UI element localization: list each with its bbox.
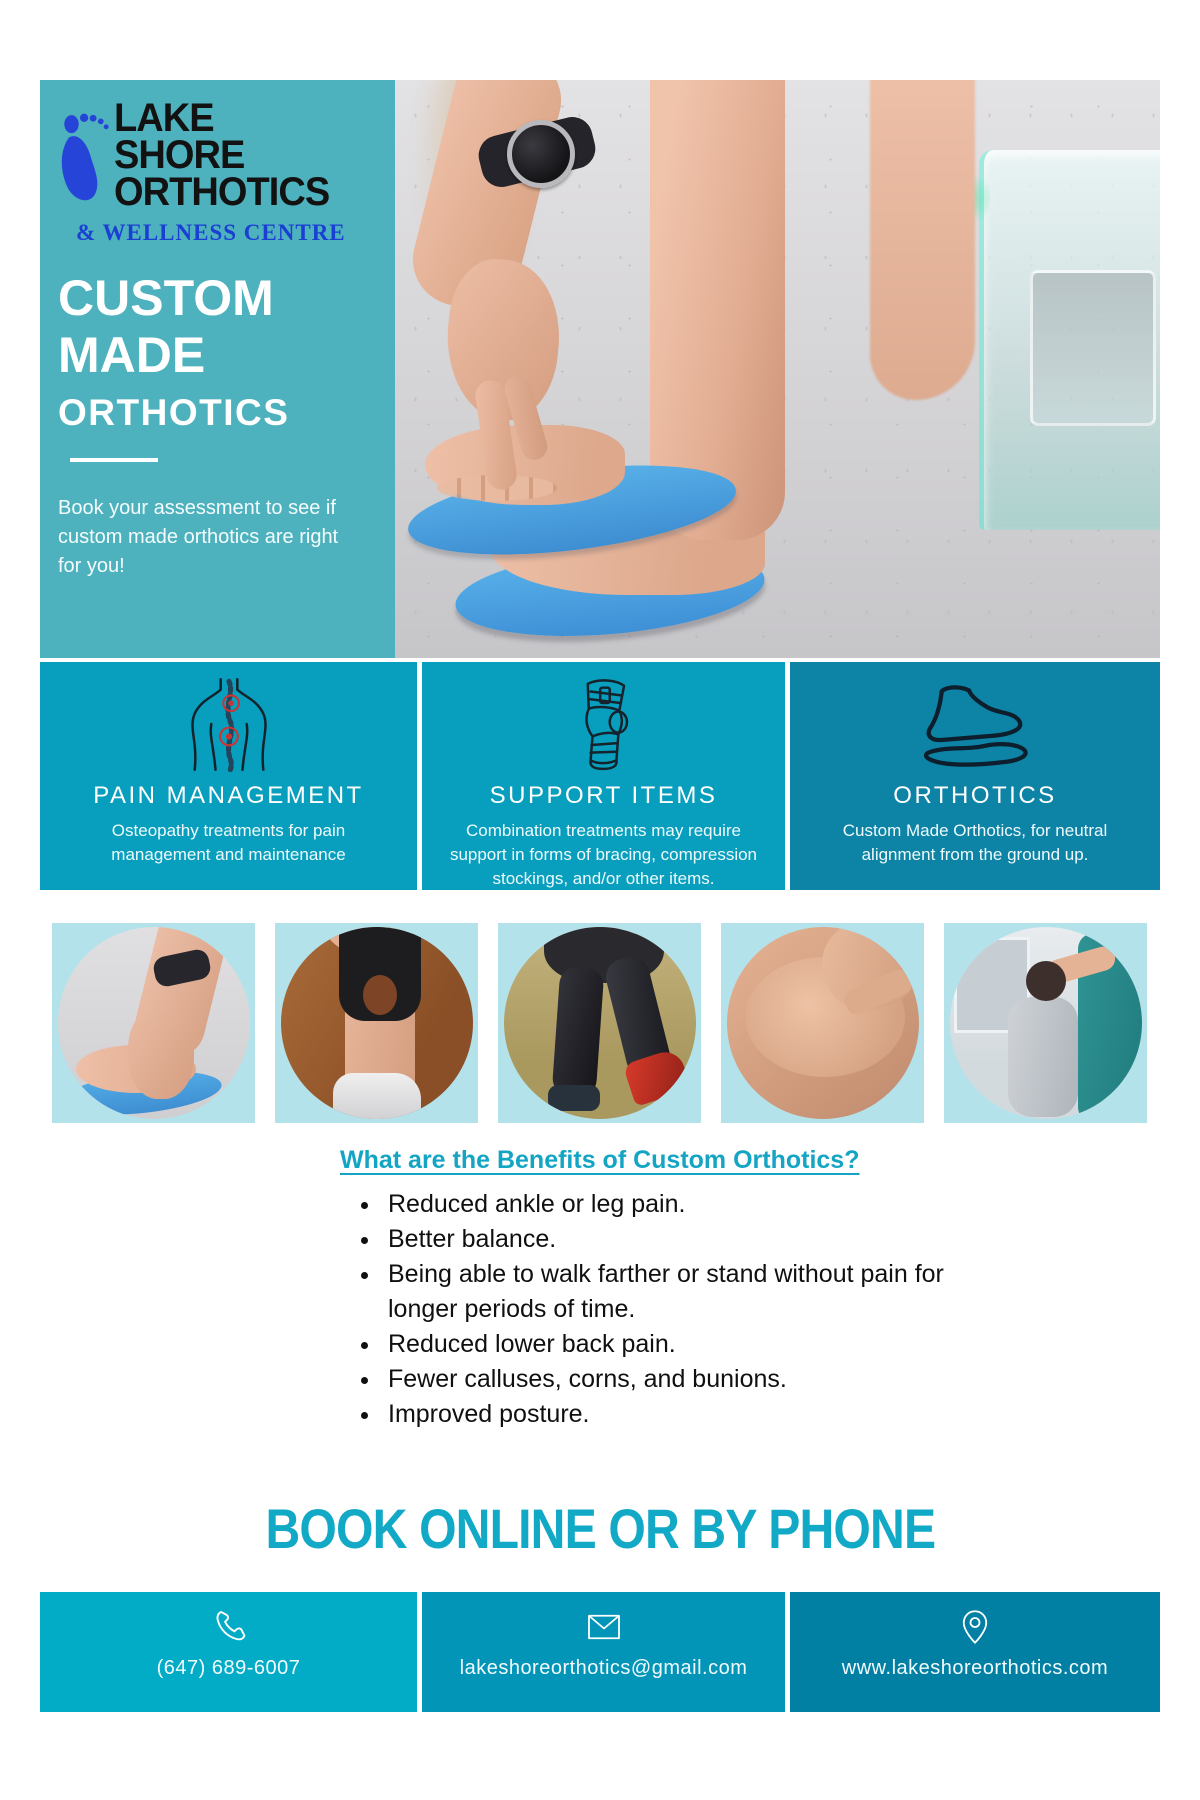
email-address: lakeshoreorthotics@gmail.com [459, 1657, 748, 1679]
glass-stool [984, 150, 1160, 530]
benefit-item: • Reduced ankle or leg pain. [382, 1187, 958, 1222]
envelope-icon [422, 1605, 785, 1649]
footer-website [790, 1592, 1160, 1712]
spine-torso-icon [40, 670, 417, 772]
benefit-item: • Fewer calluses, corns, and bunions. [382, 1362, 958, 1397]
gallery-tile [52, 923, 255, 1123]
benefits-section [338, 1146, 958, 1432]
massage-photo [727, 927, 919, 1119]
knee-brace-photo [281, 927, 473, 1119]
service-title: ORTHOTICS [893, 782, 1057, 809]
brand-tagline: & WELLNESS CENTRE [76, 220, 346, 245]
gallery-tile [275, 923, 478, 1123]
brand-logo [58, 96, 381, 216]
physio-stretch-photo [950, 927, 1142, 1119]
smartwatch-icon [507, 120, 575, 188]
service-description: Custom Made Orthotics, for neutral alignment from the ground up. [842, 821, 1108, 864]
hero-subtitle: ORTHOTICS [58, 392, 290, 433]
benefit-item: • Being able to walk farther or stand without pain for longer periods of time. [382, 1257, 958, 1327]
footprint-icon [58, 106, 112, 216]
phone-number: (647) 689-6007 [156, 1657, 301, 1679]
cta-text: BOOK ONLINE OR BY PHONE [265, 1497, 935, 1560]
phone-icon [40, 1605, 417, 1649]
compression-socks-photo [504, 927, 696, 1119]
service-description: Combination treatments may require support in forms of bracing, compression stockings, and/or other items. [449, 821, 758, 888]
service-title: SUPPORT ITEMS [489, 782, 718, 809]
cta-heading [0, 1496, 1200, 1561]
brand-name-line: LAKE [114, 96, 214, 140]
services-band [40, 662, 1160, 890]
benefit-item: • Improved posture. [382, 1397, 958, 1432]
hero-section [40, 80, 1160, 658]
footer-contact-bar [40, 1592, 1160, 1712]
benefits-title: What are the Benefits of Custom Orthotics? [340, 1146, 860, 1174]
benefits-list [338, 1187, 958, 1432]
gallery-tile [498, 923, 701, 1123]
service-orthotics [790, 662, 1160, 890]
service-description: Osteopathy treatments for pain management and maintenance [111, 821, 346, 864]
hero-description: Book your assessment to see if custom made orthotics are right for you! [58, 497, 339, 577]
service-pain-management [40, 662, 417, 890]
footer-phone [40, 1592, 417, 1712]
service-support-items [422, 662, 785, 890]
insole-fitting-photo [58, 927, 250, 1119]
hero-title [58, 270, 381, 384]
benefit-item: • Better balance. [382, 1222, 958, 1257]
foot-insole-icon [790, 670, 1160, 772]
location-pin-icon [790, 1605, 1160, 1649]
photo-gallery [52, 923, 1148, 1123]
divider-rule [70, 458, 158, 462]
brand-name-line: SHORE [114, 133, 245, 177]
patient-back-leg [870, 80, 975, 400]
service-title: PAIN MANAGEMENT [93, 782, 364, 809]
hero-title-line1: CUSTOM [58, 270, 274, 326]
footer-email [422, 1592, 785, 1712]
website-url: www.lakeshoreorthotics.com [841, 1657, 1109, 1679]
hero-photo [395, 80, 1160, 658]
brand-name-line: ORTHOTICS [114, 170, 330, 214]
hero-title-line2: MADE [58, 327, 206, 383]
hero-left-panel [40, 80, 395, 658]
knee-brace-icon [422, 670, 785, 772]
gallery-tile [944, 923, 1147, 1123]
gallery-tile [721, 923, 924, 1123]
brand-name [114, 96, 330, 214]
benefit-item: • Reduced lower back pain. [382, 1327, 958, 1362]
